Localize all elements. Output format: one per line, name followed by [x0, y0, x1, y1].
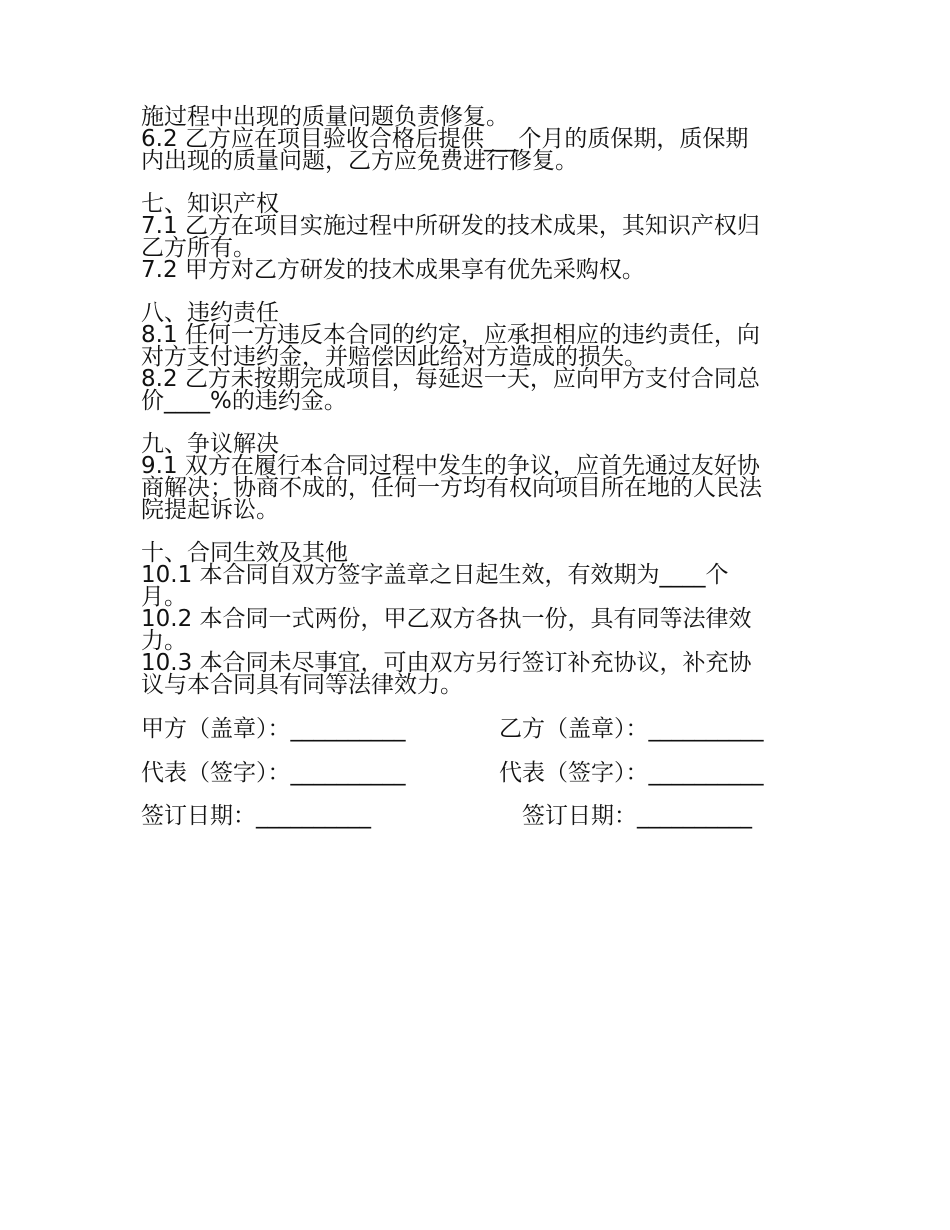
contract-body — [141, 106, 813, 696]
spacer — [141, 172, 813, 193]
section-heading: 十、合同生效及其他 — [141, 540, 348, 566]
section-breach-liability — [141, 302, 813, 412]
text-line: 月。 — [141, 584, 187, 610]
text-line: 乙方所有。 — [141, 235, 256, 261]
party-a-date: 签订日期：__________ — [141, 803, 371, 829]
party-a-seal: 甲方（盖章）：__________ — [141, 716, 406, 742]
text-line: 院提起诉讼。 — [141, 497, 279, 523]
spacer — [141, 521, 813, 542]
section-heading: 七、知识产权 — [141, 191, 279, 217]
text-line: 议与本合同具有同等法律效力。 — [141, 672, 463, 698]
section-intellectual-property — [141, 193, 813, 281]
section-heading: 九、争议解决 — [141, 431, 279, 457]
spacer — [141, 412, 813, 433]
text-line: 力。 — [141, 628, 187, 654]
spacer — [141, 281, 813, 302]
text-line: 10.1 本合同自双方签字盖章之日起生效，有效期为____个 — [141, 562, 729, 588]
section-dispute-resolution — [141, 433, 813, 521]
party-b-date: 签订日期：__________ — [522, 803, 752, 829]
text-line: 9.1 双方在履行本合同过程中发生的争议，应首先通过友好协 — [141, 453, 760, 479]
party-a-representative: 代表（签字）：__________ — [141, 760, 406, 786]
party-b-seal: 乙方（盖章）：__________ — [499, 716, 764, 742]
text-line: 价____%的违约金。 — [141, 388, 347, 414]
text-line: 10.3 本合同未尽事宜，可由双方另行签订补充协议，补充协 — [141, 650, 752, 676]
section-continuation — [141, 106, 813, 172]
section-heading: 八、违约责任 — [141, 300, 279, 326]
text-line: 8.2 乙方未按期完成项目，每延迟一天，应向甲方支付合同总 — [141, 366, 760, 392]
text-line: 施过程中出现的质量问题负责修复。 — [141, 104, 509, 130]
text-line: 6.2 乙方应在项目验收合格后提供___个月的质保期，质保期 — [141, 126, 749, 152]
text-line: 10.2 本合同一式两份，甲乙双方各执一份，具有同等法律效 — [141, 606, 752, 632]
text-line: 8.1 任何一方违反本合同的约定，应承担相应的违约责任，向 — [141, 322, 760, 348]
text-line: 7.1 乙方在项目实施过程中所研发的技术成果，其知识产权归 — [141, 213, 760, 239]
party-b-representative: 代表（签字）：__________ — [499, 760, 764, 786]
text-line: 7.2 甲方对乙方研发的技术成果享有优先采购权。 — [141, 257, 645, 283]
text-line: 商解决；协商不成的，任何一方均有权向项目所在地的人民法 — [141, 475, 762, 501]
text-line: 内出现的质量问题，乙方应免费进行修复。 — [141, 148, 578, 174]
text-line: 对方支付违约金，并赔偿因此给对方造成的损失。 — [141, 344, 647, 370]
section-effectiveness — [141, 542, 813, 696]
